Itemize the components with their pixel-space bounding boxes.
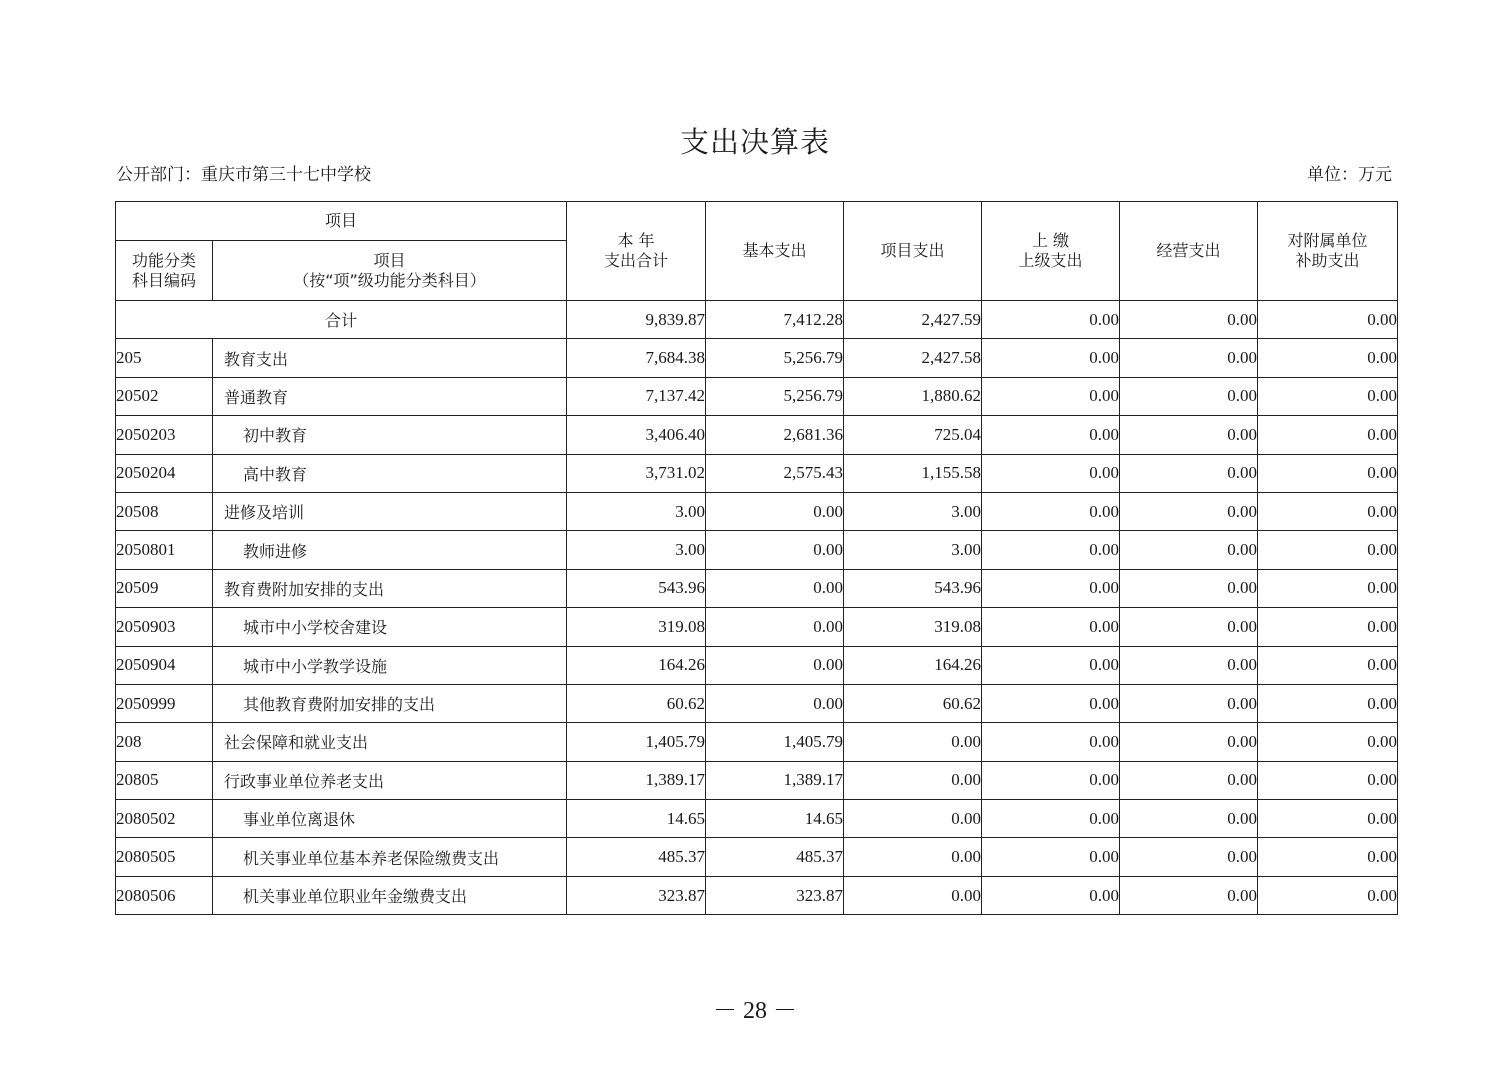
row-name: 进修及培训 (213, 492, 567, 530)
row-name: 教师进修 (213, 531, 567, 569)
table-row (116, 838, 1398, 876)
row-value: 0.00 (706, 531, 844, 569)
row-value: 485.37 (706, 838, 844, 876)
row-value: 0.00 (982, 569, 1120, 607)
row-value: 0.00 (1120, 800, 1258, 838)
row-name: 行政事业单位养老支出 (213, 761, 567, 799)
header-subsidy-line1: 对附属单位 (1287, 231, 1368, 250)
row-value: 0.00 (1120, 454, 1258, 492)
total-value: 7,412.28 (706, 301, 844, 339)
row-value: 0.00 (1258, 377, 1398, 415)
row-value: 1,405.79 (706, 723, 844, 761)
row-code: 20508 (116, 492, 213, 530)
department-label: 公开部门：重庆市第三十七中学校 (116, 165, 371, 185)
table-row (116, 377, 1398, 415)
row-value: 0.00 (982, 684, 1120, 722)
header-code-line2: 科目编码 (131, 270, 196, 290)
row-name: 初中教育 (213, 416, 567, 454)
header-total-line1: 本 年 (617, 231, 655, 250)
row-value: 3,731.02 (567, 454, 706, 492)
row-value: 0.00 (844, 723, 982, 761)
row-value: 5,256.79 (706, 339, 844, 377)
table-row (116, 454, 1398, 492)
row-value: 0.00 (1120, 339, 1258, 377)
total-value: 0.00 (1258, 301, 1398, 339)
header-total-line2: 支出合计 (604, 251, 669, 270)
header-project: 项目支出 (844, 202, 982, 301)
row-value: 0.00 (1258, 800, 1398, 838)
row-value: 0.00 (982, 800, 1120, 838)
row-value: 0.00 (982, 761, 1120, 799)
row-value: 7,684.38 (567, 339, 706, 377)
row-value: 543.96 (844, 569, 982, 607)
row-name: 教育费附加安排的支出 (213, 569, 567, 607)
row-value: 0.00 (982, 723, 1120, 761)
row-value: 0.00 (1120, 723, 1258, 761)
row-value: 0.00 (982, 377, 1120, 415)
row-value: 0.00 (982, 608, 1120, 646)
row-value: 319.08 (844, 608, 982, 646)
row-value: 0.00 (1258, 876, 1398, 914)
row-value: 2,681.36 (706, 416, 844, 454)
row-value: 725.04 (844, 416, 982, 454)
unit-label: 单位：万元 (1307, 165, 1392, 185)
row-value: 0.00 (1120, 761, 1258, 799)
row-value: 0.00 (706, 608, 844, 646)
table-header (116, 202, 1398, 301)
row-value: 2,575.43 (706, 454, 844, 492)
table-body (116, 301, 1398, 915)
row-value: 0.00 (982, 876, 1120, 914)
row-code: 205 (116, 339, 213, 377)
row-value: 0.00 (1258, 569, 1398, 607)
row-value: 0.00 (1258, 761, 1398, 799)
row-code: 2050204 (116, 454, 213, 492)
total-value: 2,427.59 (844, 301, 982, 339)
row-value: 0.00 (1120, 492, 1258, 530)
table-row (116, 569, 1398, 607)
row-value: 0.00 (1258, 416, 1398, 454)
row-value: 3.00 (567, 531, 706, 569)
row-code: 2050903 (116, 608, 213, 646)
row-value: 14.65 (706, 800, 844, 838)
row-value: 1,405.79 (567, 723, 706, 761)
row-value: 1,880.62 (844, 377, 982, 415)
expenditure-table (115, 201, 1398, 915)
row-value: 485.37 (567, 838, 706, 876)
header-upper-line2: 上级支出 (1018, 251, 1083, 270)
row-value: 0.00 (706, 684, 844, 722)
row-code: 20502 (116, 377, 213, 415)
row-code: 2080502 (116, 800, 213, 838)
row-value: 0.00 (1120, 531, 1258, 569)
row-name: 城市中小学校舍建设 (213, 608, 567, 646)
row-value: 0.00 (982, 416, 1120, 454)
row-name: 机关事业单位基本养老保险缴费支出 (213, 838, 567, 876)
page-number: － 28 － (713, 998, 797, 1024)
row-value: 0.00 (1120, 646, 1258, 684)
total-value: 0.00 (1120, 301, 1258, 339)
row-value: 0.00 (844, 876, 982, 914)
row-code: 2050904 (116, 646, 213, 684)
row-value: 0.00 (706, 569, 844, 607)
table-row (116, 646, 1398, 684)
row-value: 0.00 (982, 454, 1120, 492)
row-code: 2080506 (116, 876, 213, 914)
table-row (116, 684, 1398, 722)
total-row (116, 301, 1398, 339)
row-value: 323.87 (567, 876, 706, 914)
row-value: 0.00 (982, 838, 1120, 876)
page-title: 支出决算表 (679, 125, 830, 159)
row-value: 0.00 (844, 800, 982, 838)
row-value: 3.00 (844, 492, 982, 530)
row-value: 0.00 (1120, 876, 1258, 914)
row-value: 0.00 (1258, 339, 1398, 377)
row-value: 0.00 (1120, 608, 1258, 646)
table-row (116, 761, 1398, 799)
row-value: 323.87 (706, 876, 844, 914)
table-row (116, 876, 1398, 914)
row-name: 机关事业单位职业年金缴费支出 (213, 876, 567, 914)
row-value: 0.00 (1258, 492, 1398, 530)
table-row (116, 531, 1398, 569)
row-value: 60.62 (567, 684, 706, 722)
row-value: 0.00 (1258, 838, 1398, 876)
header-upper-line1: 上 缴 (1031, 231, 1070, 250)
row-code: 2050801 (116, 531, 213, 569)
row-value: 3.00 (567, 492, 706, 530)
row-code: 2050999 (116, 684, 213, 722)
row-value: 1,389.17 (706, 761, 844, 799)
header-name (213, 241, 567, 301)
row-value: 0.00 (1258, 684, 1398, 722)
table-row (116, 416, 1398, 454)
header-subsidy (1258, 202, 1398, 301)
row-name: 其他教育费附加安排的支出 (213, 684, 567, 722)
row-name: 城市中小学教学设施 (213, 646, 567, 684)
row-value: 2,427.58 (844, 339, 982, 377)
row-code: 208 (116, 723, 213, 761)
row-value: 0.00 (1120, 838, 1258, 876)
header-name-line1: 项目 (373, 250, 406, 270)
header-business: 经营支出 (1120, 202, 1258, 301)
row-value: 0.00 (1120, 377, 1258, 415)
header-name-line2: （按“项”级功能分类科目） (293, 270, 486, 290)
header-code-line1: 功能分类 (131, 250, 196, 270)
row-value: 0.00 (1258, 608, 1398, 646)
header-project-group: 项目 (116, 202, 567, 241)
row-name: 教育支出 (213, 339, 567, 377)
row-value: 0.00 (982, 531, 1120, 569)
row-value: 164.26 (844, 646, 982, 684)
row-code: 20805 (116, 761, 213, 799)
total-value: 9,839.87 (567, 301, 706, 339)
row-value: 0.00 (844, 838, 982, 876)
header-basic: 基本支出 (706, 202, 844, 301)
row-code: 2080505 (116, 838, 213, 876)
row-value: 0.00 (1258, 646, 1398, 684)
row-value: 0.00 (844, 761, 982, 799)
table-row (116, 339, 1398, 377)
row-name: 普通教育 (213, 377, 567, 415)
row-value: 0.00 (706, 492, 844, 530)
row-value: 0.00 (1120, 416, 1258, 454)
row-value: 0.00 (1258, 531, 1398, 569)
row-name: 社会保障和就业支出 (213, 723, 567, 761)
row-value: 0.00 (1258, 454, 1398, 492)
row-value: 0.00 (706, 646, 844, 684)
header-subsidy-line2: 补助支出 (1295, 251, 1360, 270)
row-name: 事业单位离退休 (213, 800, 567, 838)
row-value: 0.00 (982, 339, 1120, 377)
table-row (116, 608, 1398, 646)
row-value: 319.08 (567, 608, 706, 646)
table-row (116, 723, 1398, 761)
total-value: 0.00 (982, 301, 1120, 339)
row-value: 0.00 (982, 492, 1120, 530)
row-value: 0.00 (1120, 569, 1258, 607)
table-row (116, 492, 1398, 530)
row-value: 164.26 (567, 646, 706, 684)
header-total (567, 202, 706, 301)
row-value: 0.00 (1120, 684, 1258, 722)
row-value: 14.65 (567, 800, 706, 838)
row-value: 1,155.58 (844, 454, 982, 492)
row-value: 5,256.79 (706, 377, 844, 415)
row-value: 60.62 (844, 684, 982, 722)
header-code (116, 241, 213, 301)
row-value: 1,389.17 (567, 761, 706, 799)
total-label: 合计 (116, 301, 567, 339)
row-code: 20509 (116, 569, 213, 607)
row-code: 2050203 (116, 416, 213, 454)
table-row (116, 800, 1398, 838)
row-value: 0.00 (982, 646, 1120, 684)
row-value: 543.96 (567, 569, 706, 607)
row-value: 3,406.40 (567, 416, 706, 454)
header-upper (982, 202, 1120, 301)
row-value: 7,137.42 (567, 377, 706, 415)
row-value: 3.00 (844, 531, 982, 569)
row-name: 高中教育 (213, 454, 567, 492)
row-value: 0.00 (1258, 723, 1398, 761)
